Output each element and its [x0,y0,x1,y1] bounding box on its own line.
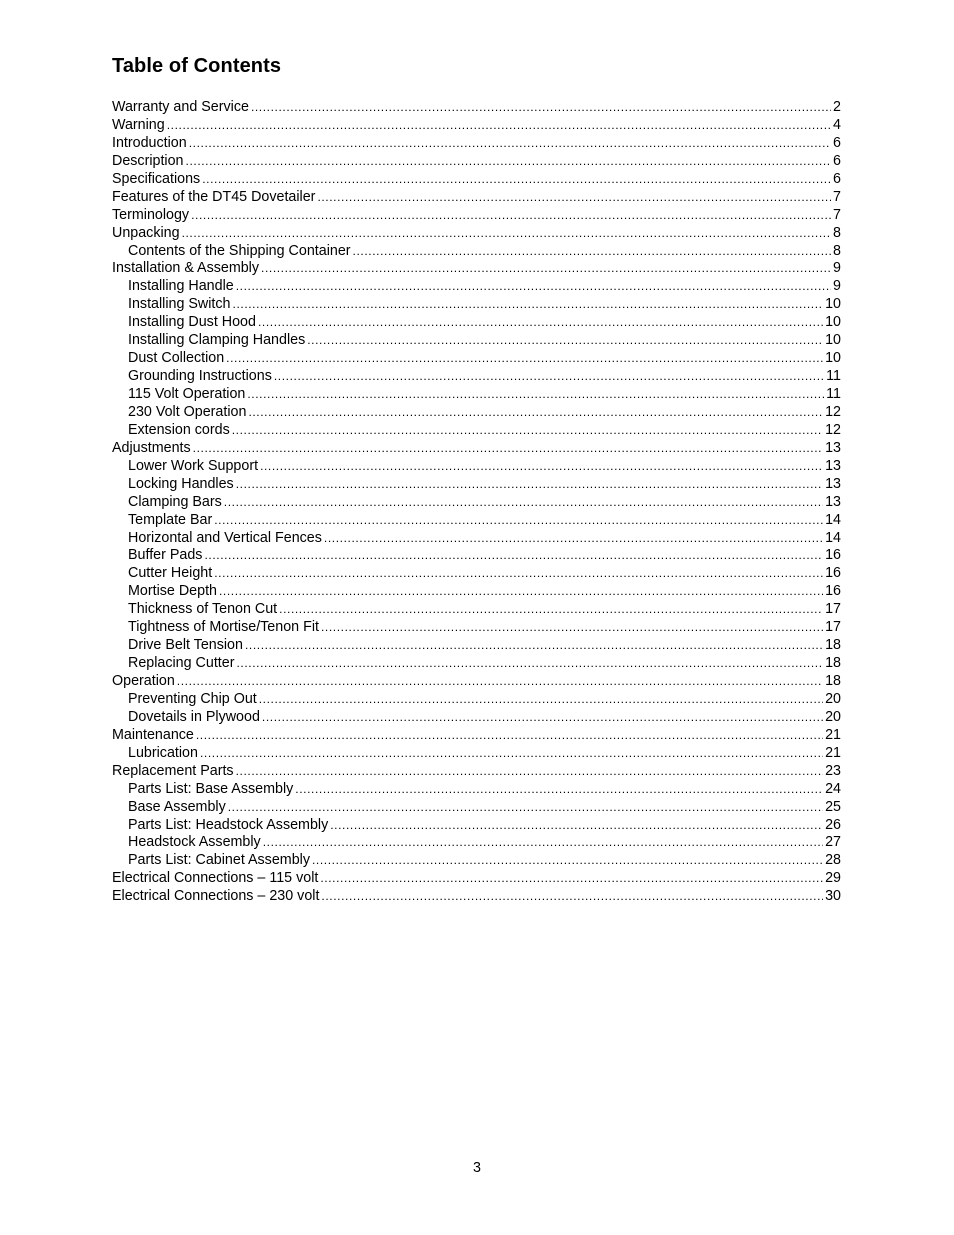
toc-entry-page: 18 [825,655,841,672]
toc-entry[interactable] [112,332,841,350]
dot-leader [193,440,823,458]
toc-entry[interactable] [112,314,841,332]
toc-entry[interactable] [112,225,841,243]
dot-leader [245,637,823,655]
toc-entry[interactable] [112,673,841,691]
toc-entry-title: Dust Collection [128,350,225,367]
toc-entry[interactable] [112,243,841,261]
toc-entry-page: 10 [825,314,841,331]
toc-entry-page: 12 [825,421,841,438]
toc-entry-page: 14 [825,511,841,528]
dot-leader [295,781,823,799]
toc-entry[interactable] [112,530,841,548]
toc-entry-page: 7 [833,188,841,205]
toc-entry-title: 230 Volt Operation [128,403,247,420]
toc-entry[interactable] [112,171,841,189]
dot-leader [189,135,831,153]
toc-entry-page: 13 [825,475,841,492]
toc-entry-page: 6 [833,134,841,151]
toc-entry[interactable] [112,350,841,368]
dot-leader [224,494,823,512]
dot-leader [251,99,831,117]
toc-entry-page: 6 [833,170,841,187]
dot-leader [274,368,824,386]
dot-leader [219,583,823,601]
toc-entry[interactable] [112,368,841,386]
toc-entry-page: 2 [833,99,841,115]
toc-entry[interactable] [112,476,841,494]
toc-entry[interactable] [112,296,841,314]
toc-entry-page: 13 [825,439,841,456]
toc-entry-title: Parts List: Cabinet Assembly [128,852,310,869]
toc-entry-title: Grounding Instructions [128,368,272,385]
toc-entry-title: Description [112,152,184,169]
toc-entry[interactable] [112,547,841,565]
dot-leader [262,709,823,727]
toc-entry-title: Tightness of Mortise/Tenon Fit [128,619,319,636]
toc-entry-title: Installing Dust Hood [128,314,256,331]
toc-entry-title: Base Assembly [128,798,226,815]
dot-leader [236,278,831,296]
dot-leader [233,296,824,314]
toc-entry[interactable] [112,422,841,440]
dot-leader [324,530,823,548]
toc-entry-page: 18 [825,673,841,689]
toc-entry[interactable] [112,852,841,870]
toc-entry[interactable] [112,278,841,296]
toc-entry-page: 12 [825,403,841,420]
toc-entry-page: 8 [833,224,841,241]
toc-entry-title: Warning [112,116,165,133]
toc-entry-title: Electrical Connections – 230 volt [112,888,320,905]
toc-entry-page: 27 [825,834,841,851]
toc-entry-page: 17 [825,619,841,636]
toc-entry-title: Dovetails in Plywood [128,708,260,725]
toc-entry-title: Clamping Bars [128,493,222,510]
toc-entry-page: 9 [833,260,841,277]
toc-entry-title: Maintenance [112,726,194,743]
toc-entry-page: 26 [825,816,841,833]
dot-leader [200,745,823,763]
toc-entry[interactable] [112,834,841,852]
dot-leader [186,153,832,171]
dot-leader [237,655,824,673]
toc-entry-title: Installing Clamping Handles [128,332,306,349]
toc-entry[interactable] [112,727,841,745]
toc-entry-page: 17 [825,601,841,618]
toc-entry-title: Mortise Depth [128,583,217,600]
dot-leader [191,207,831,225]
toc-entry-title: Preventing Chip Out [128,690,257,707]
dot-leader [228,799,823,817]
toc-entry-page: 29 [825,870,841,887]
toc-entry-title: Features of the DT45 Dovetailer [112,188,316,205]
dot-leader [307,332,823,350]
toc-entry[interactable] [112,601,841,619]
toc-entry-title: Parts List: Base Assembly [128,780,294,797]
toc-entry-title: 115 Volt Operation [128,386,246,402]
toc-entry-title: Drive Belt Tension [128,637,243,654]
dot-leader [317,189,831,207]
toc-entry-title: Cutter Height [128,565,213,582]
toc-entry[interactable] [112,99,841,117]
toc-entry[interactable] [112,404,841,422]
toc-entry[interactable] [112,153,841,171]
toc-entry[interactable] [112,637,841,655]
toc-entry-page: 6 [833,152,841,169]
table-of-contents [112,99,841,906]
toc-entry[interactable] [112,709,841,727]
toc-entry[interactable] [112,386,841,404]
dot-leader [214,512,823,530]
dot-leader [320,870,823,888]
toc-entry[interactable] [112,655,841,673]
toc-entry-title: Template Bar [128,511,213,528]
toc-entry-page: 28 [825,852,841,869]
toc-entry[interactable] [112,583,841,601]
toc-entry-title: Contents of the Shipping Container [128,242,351,259]
dot-leader [167,117,831,135]
toc-entry[interactable] [112,494,841,512]
toc-entry-title: Unpacking [112,224,180,241]
toc-entry[interactable] [112,260,841,278]
toc-entry-title: Introduction [112,134,187,151]
toc-entry-title: Installing Switch [128,296,231,313]
toc-entry-title: Headstock Assembly [128,834,261,851]
toc-entry-page: 24 [825,780,841,797]
toc-entry-page: 4 [833,116,841,133]
toc-entry-title: Extension cords [128,421,230,438]
toc-entry-title: Lower Work Support [128,457,259,474]
dot-leader [226,350,823,368]
toc-entry-page: 23 [825,762,841,779]
dot-leader [247,386,824,404]
toc-entry-title: Installing Handle [128,278,234,295]
page-title: Table of Contents [112,55,282,77]
toc-entry-title: Locking Handles [128,475,234,492]
dot-leader [232,422,823,440]
toc-entry[interactable] [112,817,841,835]
toc-entry-title: Buffer Pads [128,547,203,564]
toc-entry-title: Lubrication [128,744,198,761]
toc-entry[interactable] [112,189,841,207]
toc-entry-page: 21 [825,726,841,743]
toc-entry-page: 8 [833,242,841,259]
toc-entry-title: Warranty and Service [112,99,249,115]
toc-entry-page: 10 [825,332,841,349]
dot-leader [321,888,823,906]
toc-entry-title: Terminology [112,206,190,223]
toc-entry-page: 25 [825,798,841,815]
toc-entry[interactable] [112,565,841,583]
toc-entry[interactable] [112,619,841,637]
dot-leader [259,691,823,709]
dot-leader [260,458,823,476]
dot-leader [321,619,823,637]
toc-entry[interactable] [112,458,841,476]
dot-leader [248,404,823,422]
dot-leader [263,834,823,852]
toc-entry[interactable] [112,512,841,530]
dot-leader [202,171,831,189]
toc-entry-page: 11 [826,368,841,385]
toc-entry-page: 30 [825,888,841,905]
page-number: 3 [473,1160,481,1176]
dot-leader [330,817,823,835]
toc-entry-title: Adjustments [112,439,191,456]
toc-entry[interactable] [112,781,841,799]
toc-entry[interactable] [112,117,841,135]
toc-entry-page: 18 [825,637,841,654]
toc-entry-title: Replacement Parts [112,762,234,779]
toc-entry-title: Replacing Cutter [128,655,235,672]
dot-leader [258,314,823,332]
toc-entry[interactable] [112,207,841,225]
dot-leader [177,673,823,691]
toc-entry-page: 13 [825,457,841,474]
dot-leader [236,476,823,494]
toc-entry-page: 13 [825,493,841,510]
dot-leader [214,565,823,583]
dot-leader [312,852,823,870]
toc-entry-page: 14 [825,529,841,546]
dot-leader [261,260,831,278]
toc-entry-title: Specifications [112,170,201,187]
toc-entry-page: 20 [825,708,841,725]
dot-leader [182,225,831,243]
toc-entry[interactable] [112,763,841,781]
toc-entry-title: Installation & Assembly [112,260,260,277]
toc-entry-page: 20 [825,690,841,707]
toc-entry-title: Parts List: Headstock Assembly [128,816,329,833]
toc-entry-page: 9 [833,278,841,295]
dot-leader [204,547,823,565]
toc-entry-page: 16 [825,583,841,600]
toc-entry-title: Operation [112,673,175,689]
toc-entry-title: Horizontal and Vertical Fences [128,529,322,546]
toc-entry-page: 10 [825,296,841,313]
toc-entry[interactable] [112,440,841,458]
toc-entry[interactable] [112,745,841,763]
toc-entry-title: Electrical Connections – 115 volt [112,870,319,887]
dot-leader [196,727,823,745]
toc-entry[interactable] [112,135,841,153]
toc-entry-page: 11 [826,386,841,402]
toc-entry-title: Thickness of Tenon Cut [128,601,278,618]
toc-entry-page: 21 [825,744,841,761]
toc-entry[interactable] [112,888,841,906]
toc-entry[interactable] [112,799,841,817]
toc-entry-page: 16 [825,565,841,582]
toc-entry[interactable] [112,870,841,888]
dot-leader [236,763,824,781]
toc-entry[interactable] [112,691,841,709]
dot-leader [353,243,832,261]
dot-leader [279,601,823,619]
toc-entry-page: 7 [833,206,841,223]
toc-entry-page: 10 [825,350,841,367]
toc-entry-page: 16 [825,547,841,564]
